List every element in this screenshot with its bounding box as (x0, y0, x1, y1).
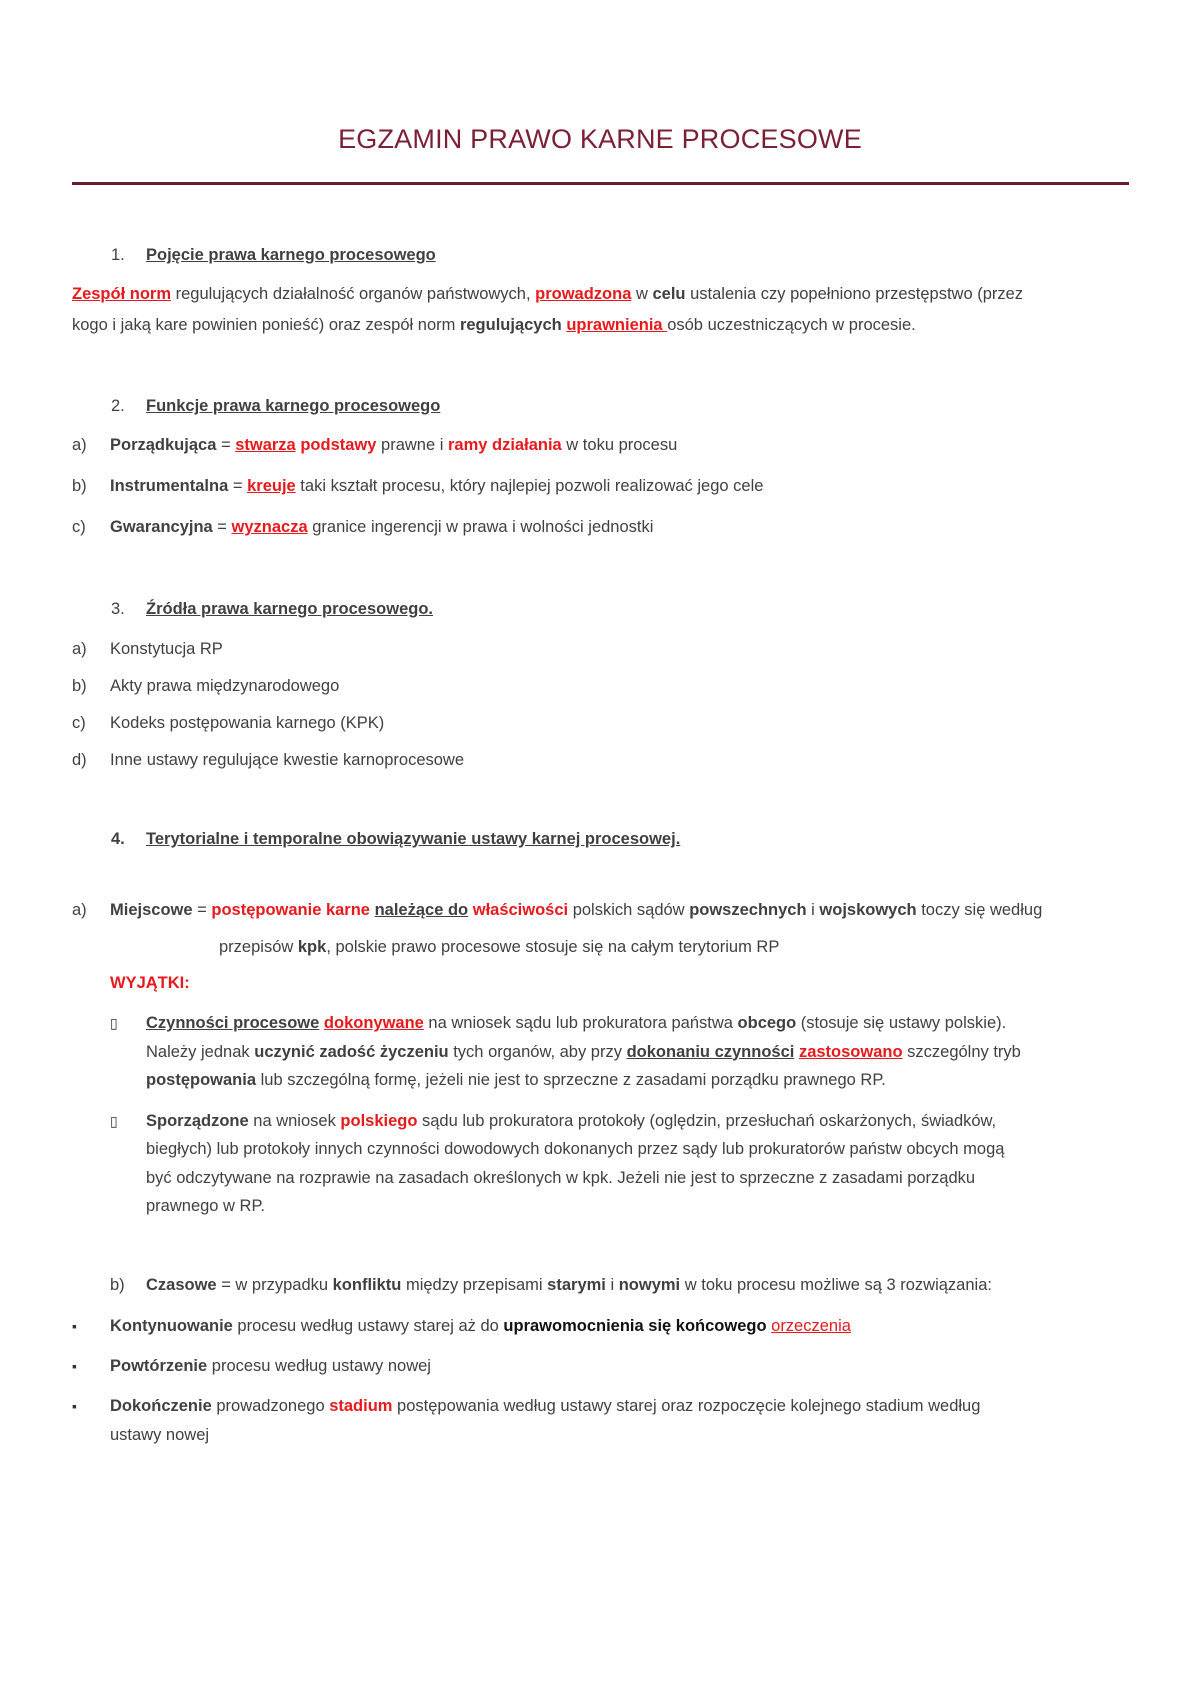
text-run: uprawnienia (566, 316, 668, 334)
text-run: stwarza (235, 436, 296, 454)
section-2-heading: Funkcje prawa karnego procesowego (146, 397, 441, 415)
section-4-b-marker: b) (110, 1276, 125, 1294)
text-run: kreuje (247, 477, 296, 495)
list-item (110, 638, 223, 660)
text-run: kpk (297, 938, 327, 956)
text-run: Gwarancyjna (110, 518, 213, 536)
text-run: w (631, 285, 653, 303)
text-run: , polskie prawo procesowe stosuje się na całym terytorium RP (326, 938, 780, 956)
text-run: granice ingerencji w prawa i wolności jednostki (307, 518, 654, 536)
text-run: powszechnych (689, 901, 807, 919)
text-run: Czynności procesowe (146, 1014, 320, 1032)
bullet-icon: ▪ (72, 1398, 77, 1414)
text-run: Miejscowe (110, 901, 193, 919)
list-item (110, 749, 464, 771)
text-run: kogo i jaką kare powinien ponieść) oraz zespół norm (72, 316, 460, 334)
exceptions-label: WYJĄTKI: (110, 974, 190, 992)
text-run: Czasowe (146, 1276, 217, 1294)
text-run: między przepisami (401, 1276, 548, 1294)
bullet-line (146, 1167, 975, 1189)
text-run: regulujących (459, 316, 562, 334)
text-run: Dokończenie (110, 1397, 212, 1415)
text-run: przepisów (219, 938, 298, 956)
text-run: prowadzona (535, 285, 632, 303)
section-3-heading: Źródła prawa karnego procesowego. (146, 600, 433, 618)
text-run: zastosowano (798, 1042, 903, 1061)
text-run: ramy działania (447, 436, 562, 454)
text-run: biegłych) lub protokoły innych czynności dowodowych dokonanych przez sądy lub prokuratorów państw obcych mogą (146, 1140, 1005, 1158)
bullet-line (146, 1012, 1006, 1034)
text-run: = (192, 901, 212, 919)
list-marker: c) (72, 714, 86, 732)
text-run: prowadzonego (211, 1397, 330, 1415)
document-title: EGZAMIN PRAWO KARNE PROCESOWE (338, 124, 862, 154)
list-item (110, 675, 339, 697)
text-run: wyznacza (231, 518, 308, 536)
list-item (110, 434, 677, 456)
text-run: polskich sądów (568, 901, 690, 919)
text-run: wojskowych (819, 901, 917, 919)
section-4-number: 4. (111, 830, 125, 848)
bullet-line (146, 1110, 996, 1132)
text-run: (stosuje się ustawy polskie). (796, 1014, 1007, 1032)
text-run: uczynić zadość życzeniu (254, 1042, 449, 1061)
bullet-line (110, 1315, 851, 1337)
text-run: postępowania (146, 1071, 257, 1089)
text-run: = (216, 436, 236, 454)
bullet-line (110, 1424, 209, 1446)
text-run: Instrumentalna (110, 477, 229, 495)
bullet-line (110, 1355, 431, 1377)
text-run: = (212, 518, 232, 536)
text-run: i (605, 1276, 619, 1294)
text-run: celu (652, 285, 686, 303)
bullet-line (146, 1195, 265, 1217)
list-marker: d) (72, 751, 87, 769)
text-run: starymi (547, 1276, 606, 1294)
title-divider (72, 182, 1129, 185)
text-run: = (228, 477, 248, 495)
text-run: dokonaniu czynności (626, 1042, 795, 1061)
text-run: być odczytywane na rozprawie na zasadach określonych w kpk. Jeżeli nie jest to sprzeczne z zasadami porządku (146, 1168, 976, 1187)
text-run: ustalenia czy popełniono przestępstwo (przez (685, 285, 1024, 303)
bullet-icon: ▪ (72, 1318, 77, 1334)
text-run: w toku procesu możliwe są 3 rozwiązania: (680, 1276, 992, 1294)
section-4-a-line-2 (219, 936, 779, 958)
list-item (110, 712, 384, 734)
text-run: Porządkująca (110, 436, 217, 454)
text-run: sądu lub prokuratora protokoły (oględzin, przesłuchań oskarżonych, świadków, (417, 1111, 997, 1130)
text-run: toczy się według (916, 901, 1043, 919)
text-run: procesu według ustawy starej aż do (232, 1317, 504, 1335)
text-run: Kontynuowanie (110, 1317, 233, 1335)
text-run: Zespół norm (72, 285, 172, 303)
text-run: i (806, 901, 820, 919)
text-run: = w przypadku (216, 1276, 333, 1294)
text-run: podstawy (300, 436, 377, 454)
list-marker: b) (72, 677, 87, 695)
section-2-number: 2. (111, 397, 125, 415)
text-run: Należy jednak (146, 1042, 255, 1061)
section-3-number: 3. (111, 600, 125, 618)
section-4-b-line (146, 1274, 992, 1296)
section-1-heading: Pojęcie prawa karnego procesowego (146, 246, 436, 264)
text-run: dokonywane (323, 1014, 424, 1032)
section-1-paragraph-line-1 (72, 283, 1023, 305)
text-run: prawnego w RP. (146, 1197, 265, 1215)
text-run: właściwości (472, 901, 569, 919)
text-run: w toku procesu (561, 436, 678, 454)
text-run: regulujących działalność organów państwowych, (171, 285, 536, 303)
section-1-number: 1. (111, 246, 125, 264)
text-run: orzeczenia (771, 1317, 851, 1335)
text-run: na wniosek (248, 1111, 341, 1130)
text-run: procesu według ustawy nowej (207, 1357, 431, 1375)
text-run: postępowania według ustawy starej oraz rozpoczęcie kolejnego stadium według (392, 1397, 981, 1415)
text-run: Inne ustawy regulujące kwestie karnoprocesowe (110, 751, 465, 769)
bullet-icon: ▯ (110, 1112, 118, 1129)
list-marker: a) (72, 436, 87, 454)
text-run: Kodeks postępowania karnego (KPK) (110, 714, 385, 732)
section-4-a-marker: a) (72, 901, 87, 919)
text-run: należące do (374, 901, 469, 919)
text-run: Akty prawa międzynarodowego (110, 677, 340, 695)
text-run: obcego (737, 1014, 797, 1032)
section-4-a-line-1 (110, 899, 1042, 921)
text-run: Konstytucja RP (110, 640, 223, 658)
text-run: Powtórzenie (110, 1357, 208, 1375)
bullet-line (146, 1069, 886, 1091)
text-run: szczególny tryb (902, 1042, 1021, 1061)
text-run: Sporządzone (146, 1111, 249, 1130)
text-run: taki kształt procesu, który najlepiej pozwoli realizować jego cele (295, 477, 764, 495)
text-run: na wniosek sądu lub prokuratora państwa (423, 1014, 738, 1032)
text-run: nowymi (618, 1276, 681, 1294)
list-marker: b) (72, 477, 87, 495)
text-run: lub szczególną formę, jeżeli nie jest to sprzeczne z zasadami porządku prawnego RP. (256, 1071, 886, 1089)
bullet-line (110, 1395, 980, 1417)
bullet-icon: ▪ (72, 1358, 77, 1374)
list-item (110, 516, 653, 538)
text-run: polskiego (340, 1111, 418, 1130)
text-run: tych organów, aby przy (448, 1042, 627, 1061)
bullet-line (146, 1138, 1004, 1160)
list-marker: a) (72, 640, 87, 658)
section-4-heading: Terytorialne i temporalne obowiązywanie ustawy karnej procesowej. (146, 830, 681, 848)
bullet-icon: ▯ (110, 1015, 118, 1031)
text-run: uprawomocnienia się końcowego (503, 1317, 767, 1335)
text-run: osób uczestniczących w procesie. (667, 316, 916, 334)
text-run: postępowanie karne (211, 901, 370, 919)
list-item (110, 475, 763, 497)
text-run: ustawy nowej (110, 1426, 210, 1444)
text-run: prawne i (376, 436, 448, 454)
section-1-paragraph-line-2 (72, 314, 916, 336)
bullet-line (146, 1041, 1021, 1063)
list-marker: c) (72, 518, 86, 536)
text-run: stadium (329, 1397, 393, 1415)
text-run: konfliktu (332, 1276, 402, 1294)
